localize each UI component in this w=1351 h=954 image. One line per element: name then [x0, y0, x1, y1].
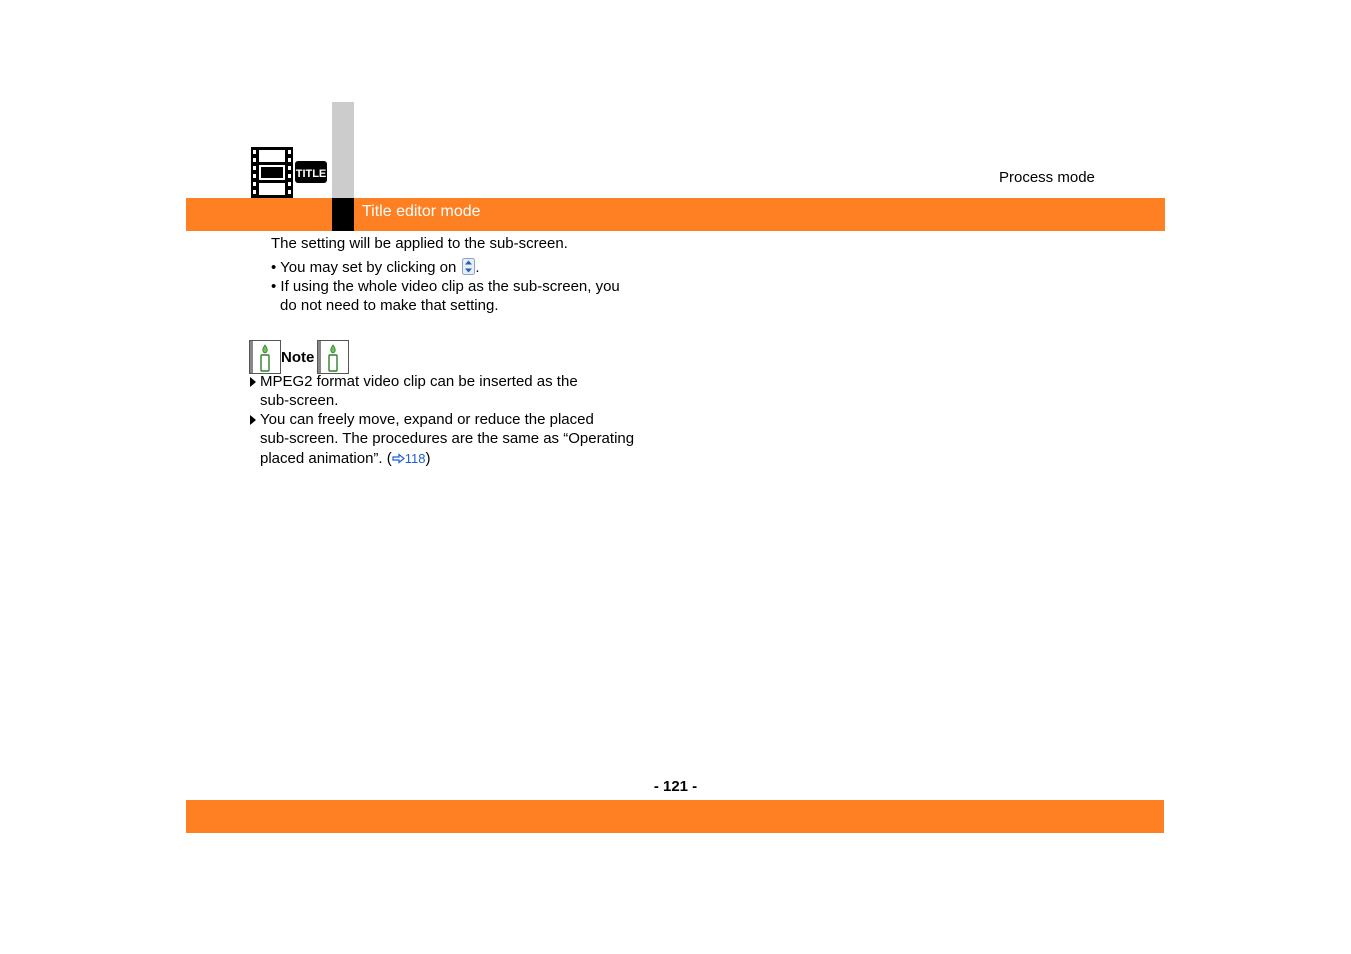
note-item-2-line-3: [260, 449, 430, 468]
candle-icon: [317, 340, 349, 374]
header-black-block: [332, 198, 354, 231]
bullet-2-line-1: • If using the whole video clip as the sub-screen, you: [271, 278, 620, 295]
candle-icon: [249, 340, 281, 374]
process-mode-label: Process mode: [999, 169, 1095, 186]
footer-band: [186, 800, 1164, 833]
note-header: [249, 340, 349, 374]
note-item-2-line-3-prefix: placed animation”. (: [260, 450, 392, 467]
note-item-1-line-2: sub-screen.: [260, 392, 339, 409]
bullet-1: [271, 258, 480, 277]
note-item-2-line-1: You can freely move, expand or reduce the placed: [260, 411, 594, 428]
bullet-2-line-2: do not need to make that setting.: [280, 297, 499, 314]
bullet-triangle-icon: [250, 415, 256, 425]
title-icon-text: TITLE: [295, 168, 327, 180]
spin-button-icon: [462, 258, 475, 275]
note-item-2-line-2: sub-screen. The procedures are the same as “Operating: [260, 430, 635, 447]
page-link-text: 118: [404, 451, 426, 466]
arrow-right-icon: [392, 453, 405, 464]
header-gray-bar: [332, 102, 354, 198]
bullet-triangle-icon: [250, 377, 256, 387]
film-strip-icon: [251, 147, 293, 198]
note-label: Note: [281, 349, 315, 366]
page-link-118[interactable]: [392, 451, 426, 466]
page-number: - 121 -: [653, 778, 698, 795]
intro-text: The setting will be applied to the sub-screen.: [271, 235, 568, 252]
bullet-1-text: • You may set by clicking on: [271, 259, 457, 276]
section-title: Title editor mode: [362, 203, 481, 220]
note-item-2-line-3-suffix: ): [425, 450, 431, 467]
title-icon: [295, 161, 327, 183]
note-item-1-line-1: MPEG2 format video clip can be inserted as the: [260, 373, 578, 390]
bullet-1-end: .: [475, 259, 480, 276]
